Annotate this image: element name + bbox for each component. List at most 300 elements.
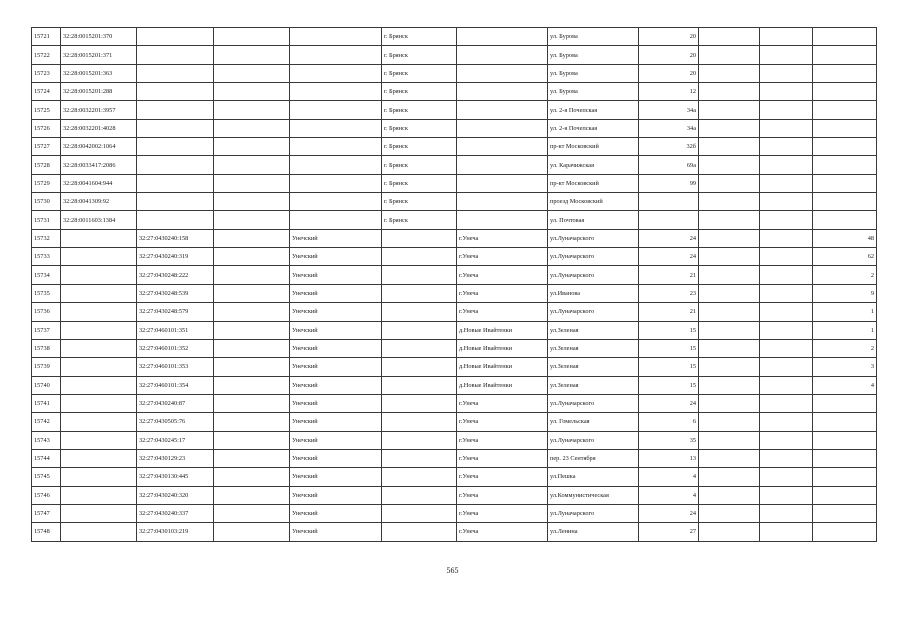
cell-cadastral-number-unecha: 32:27:0460101:354: [137, 376, 214, 394]
cell-settlement: г.Унеча: [457, 486, 548, 504]
cell-record-number: 15730: [32, 193, 61, 211]
cell-house-number: 32б: [639, 138, 699, 156]
cell-cell-empty-10: [760, 193, 813, 211]
table-row: [32, 449, 877, 467]
cell-cell-empty-10: [760, 248, 813, 266]
cell-record-number: 15739: [32, 358, 61, 376]
cell-house-number: 20: [639, 64, 699, 82]
cell-record-number: 15733: [32, 248, 61, 266]
cell-settlement: г.Унеча: [457, 229, 548, 247]
cell-apartment-number: [813, 83, 877, 101]
cell-settlement: г.Унеча: [457, 468, 548, 486]
cell-cadastral-number-brynsk: [61, 284, 137, 302]
cell-settlement: г.Унеча: [457, 394, 548, 412]
cell-cadastral-number-unecha: [137, 138, 214, 156]
cell-district: [290, 83, 382, 101]
cell-cadastral-number-unecha: [137, 211, 214, 229]
cell-record-number: 15741: [32, 394, 61, 412]
cell-cadastral-number-brynsk: [61, 449, 137, 467]
cell-city-brynsk: [382, 449, 457, 467]
cell-cell-empty-3: [214, 339, 290, 357]
cell-cadastral-number-brynsk: [61, 376, 137, 394]
cell-cell-empty-9: [699, 64, 760, 82]
cell-settlement: д.Новые Ивайтенки: [457, 358, 548, 376]
cell-cadastral-number-unecha: 32:27:0430103:219: [137, 523, 214, 541]
cell-city-brynsk: [382, 266, 457, 284]
cell-settlement: [457, 211, 548, 229]
cell-settlement: г.Унеча: [457, 284, 548, 302]
cell-settlement: [457, 119, 548, 137]
cell-cell-empty-9: [699, 174, 760, 192]
page-number: 565: [446, 566, 459, 575]
cell-cell-empty-3: [214, 248, 290, 266]
cell-cell-empty-3: [214, 358, 290, 376]
cell-cell-empty-9: [699, 211, 760, 229]
cell-house-number: 24: [639, 229, 699, 247]
cell-record-number: 15746: [32, 486, 61, 504]
cell-cell-empty-9: [699, 101, 760, 119]
cell-cell-empty-9: [699, 468, 760, 486]
cell-record-number: 15744: [32, 449, 61, 467]
table-row: [32, 394, 877, 412]
cell-cadastral-number-unecha: [137, 28, 214, 46]
cell-cell-empty-10: [760, 28, 813, 46]
cell-house-number: 4: [639, 468, 699, 486]
cell-record-number: 15745: [32, 468, 61, 486]
cell-apartment-number: [813, 28, 877, 46]
cell-apartment-number: 2: [813, 339, 877, 357]
cell-cadastral-number-unecha: [137, 174, 214, 192]
cell-cadastral-number-brynsk: [61, 394, 137, 412]
cell-cadastral-number-unecha: [137, 119, 214, 137]
cell-city-brynsk: [382, 303, 457, 321]
cell-settlement: [457, 138, 548, 156]
cell-cadastral-number-brynsk: [61, 339, 137, 357]
cell-street: ул. 2-я Почепская: [548, 101, 639, 119]
cell-cadastral-number-unecha: 32:27:0430248:579: [137, 303, 214, 321]
cell-settlement: [457, 46, 548, 64]
cell-street: ул.Луначарского: [548, 248, 639, 266]
cell-settlement: [457, 83, 548, 101]
cell-city-brynsk: [382, 229, 457, 247]
cell-cadastral-number-brynsk: [61, 248, 137, 266]
cell-street: пер. 23 Сентября: [548, 449, 639, 467]
cell-cadastral-number-brynsk: 32:28:0032201:3957: [61, 101, 137, 119]
cell-city-brynsk: г. Брянск: [382, 101, 457, 119]
table-row: [32, 376, 877, 394]
cell-record-number: 15731: [32, 211, 61, 229]
cell-cell-empty-9: [699, 28, 760, 46]
cell-cell-empty-10: [760, 468, 813, 486]
table-row: [32, 28, 877, 46]
cell-cadastral-number-brynsk: 32:28:0015201:363: [61, 64, 137, 82]
cell-district: Унечский: [290, 431, 382, 449]
cell-cell-empty-10: [760, 46, 813, 64]
cell-street: ул.Коммунистическая: [548, 486, 639, 504]
cell-district: Унечский: [290, 376, 382, 394]
cell-cell-empty-10: [760, 101, 813, 119]
cell-apartment-number: [813, 468, 877, 486]
cell-district: [290, 156, 382, 174]
cell-apartment-number: [813, 46, 877, 64]
cell-cadastral-number-unecha: [137, 156, 214, 174]
cell-cell-empty-3: [214, 193, 290, 211]
table-row: [32, 486, 877, 504]
cell-house-number: 13: [639, 449, 699, 467]
table-row: [32, 266, 877, 284]
cell-apartment-number: [813, 211, 877, 229]
cell-cell-empty-10: [760, 156, 813, 174]
table-row: [32, 64, 877, 82]
cell-house-number: 35: [639, 431, 699, 449]
cell-cadastral-number-brynsk: 32:28:0015201:370: [61, 28, 137, 46]
cell-district: [290, 28, 382, 46]
cell-cadastral-number-unecha: 32:27:0430248:539: [137, 284, 214, 302]
cell-house-number: 15: [639, 321, 699, 339]
cell-apartment-number: [813, 101, 877, 119]
cell-district: Унечский: [290, 229, 382, 247]
cell-cell-empty-9: [699, 504, 760, 522]
cell-apartment-number: 48: [813, 229, 877, 247]
cell-apartment-number: [813, 431, 877, 449]
cell-apartment-number: [813, 138, 877, 156]
cell-district: Унечский: [290, 284, 382, 302]
table-row: [32, 504, 877, 522]
cell-street: пр-кт Московский: [548, 138, 639, 156]
cell-cell-empty-9: [699, 431, 760, 449]
cell-cell-empty-9: [699, 394, 760, 412]
table-row: [32, 119, 877, 137]
cell-house-number: 12: [639, 83, 699, 101]
cell-city-brynsk: г. Брянск: [382, 28, 457, 46]
cell-cadastral-number-brynsk: 32:28:0015201:288: [61, 83, 137, 101]
cell-cell-empty-10: [760, 486, 813, 504]
cell-cadastral-number-brynsk: [61, 431, 137, 449]
table-row: [32, 46, 877, 64]
cell-record-number: 15734: [32, 266, 61, 284]
cell-cell-empty-10: [760, 394, 813, 412]
cell-record-number: 15742: [32, 413, 61, 431]
cell-cell-empty-10: [760, 339, 813, 357]
cell-settlement: г.Унеча: [457, 504, 548, 522]
cell-cell-empty-3: [214, 229, 290, 247]
cell-house-number: 24: [639, 248, 699, 266]
cell-cadastral-number-unecha: 32:27:0460101:352: [137, 339, 214, 357]
cell-cell-empty-3: [214, 64, 290, 82]
cell-cell-empty-9: [699, 303, 760, 321]
cell-cell-empty-3: [214, 101, 290, 119]
cell-street: ул.Иванова: [548, 284, 639, 302]
cell-district: [290, 211, 382, 229]
cell-city-brynsk: [382, 394, 457, 412]
cell-cell-empty-9: [699, 358, 760, 376]
cell-street: ул.Зеленая: [548, 376, 639, 394]
cell-district: Унечский: [290, 358, 382, 376]
cell-cadastral-number-unecha: [137, 46, 214, 64]
table-row: [32, 156, 877, 174]
cell-apartment-number: [813, 119, 877, 137]
cell-cell-empty-10: [760, 523, 813, 541]
cell-city-brynsk: [382, 284, 457, 302]
cell-district: Унечский: [290, 303, 382, 321]
cell-cadastral-number-brynsk: [61, 303, 137, 321]
cell-city-brynsk: [382, 504, 457, 522]
cell-cell-empty-3: [214, 431, 290, 449]
cell-street: ул. Бурова: [548, 83, 639, 101]
table-row: [32, 211, 877, 229]
cell-cell-empty-3: [214, 303, 290, 321]
cell-cadastral-number-unecha: [137, 101, 214, 119]
cell-house-number: 4: [639, 486, 699, 504]
cell-city-brynsk: [382, 321, 457, 339]
cell-district: [290, 101, 382, 119]
cell-house-number: 15: [639, 358, 699, 376]
cell-cell-empty-9: [699, 523, 760, 541]
cell-house-number: 20: [639, 28, 699, 46]
cell-cadastral-number-brynsk: [61, 229, 137, 247]
cell-cell-empty-9: [699, 138, 760, 156]
cell-street: ул. Гомельская: [548, 413, 639, 431]
cell-cadastral-number-unecha: 32:27:0430245:17: [137, 431, 214, 449]
cell-city-brynsk: [382, 339, 457, 357]
table-row: [32, 229, 877, 247]
cell-cell-empty-9: [699, 229, 760, 247]
cell-cell-empty-9: [699, 284, 760, 302]
cell-apartment-number: 4: [813, 376, 877, 394]
cell-house-number: 99: [639, 174, 699, 192]
cell-cell-empty-10: [760, 266, 813, 284]
cell-district: Унечский: [290, 504, 382, 522]
cell-settlement: г.Унеча: [457, 303, 548, 321]
cell-cadastral-number-brynsk: [61, 504, 137, 522]
cell-apartment-number: [813, 193, 877, 211]
cell-record-number: 15726: [32, 119, 61, 137]
cell-cadastral-number-brynsk: 32:28:0041309:92: [61, 193, 137, 211]
cell-street: ул. Бурова: [548, 64, 639, 82]
cell-house-number: 20: [639, 46, 699, 64]
cell-cadastral-number-brynsk: 32:28:0015201:371: [61, 46, 137, 64]
cell-apartment-number: [813, 394, 877, 412]
cell-cell-empty-9: [699, 156, 760, 174]
cell-cadastral-number-unecha: [137, 193, 214, 211]
cell-settlement: [457, 64, 548, 82]
cell-record-number: 15722: [32, 46, 61, 64]
cell-apartment-number: [813, 156, 877, 174]
cell-cadastral-number-unecha: 32:27:0430240:337: [137, 504, 214, 522]
cell-record-number: 15748: [32, 523, 61, 541]
cell-cell-empty-3: [214, 156, 290, 174]
cell-street: ул.Луначарского: [548, 394, 639, 412]
cell-city-brynsk: г. Брянск: [382, 193, 457, 211]
cell-cell-empty-3: [214, 138, 290, 156]
cell-cell-empty-3: [214, 174, 290, 192]
cell-house-number: 27: [639, 523, 699, 541]
cell-house-number: 23: [639, 284, 699, 302]
cell-district: Унечский: [290, 248, 382, 266]
cell-settlement: г.Унеча: [457, 413, 548, 431]
table-row: [32, 468, 877, 486]
cell-cell-empty-10: [760, 376, 813, 394]
cell-apartment-number: 1: [813, 303, 877, 321]
cell-street: ул.Луначарского: [548, 303, 639, 321]
cell-street: ул.Луначарского: [548, 504, 639, 522]
cell-record-number: 15736: [32, 303, 61, 321]
cell-street: пр-кт Московский: [548, 174, 639, 192]
cell-district: [290, 138, 382, 156]
cell-cadastral-number-brynsk: 32:28:0011603:1384: [61, 211, 137, 229]
cell-record-number: 15724: [32, 83, 61, 101]
cell-record-number: 15743: [32, 431, 61, 449]
cell-cell-empty-10: [760, 449, 813, 467]
cell-house-number: 34а: [639, 119, 699, 137]
cell-district: [290, 64, 382, 82]
cell-record-number: 15729: [32, 174, 61, 192]
cell-cell-empty-3: [214, 413, 290, 431]
cell-district: [290, 46, 382, 64]
cell-cadastral-number-unecha: 32:27:0430240:158: [137, 229, 214, 247]
cell-cell-empty-9: [699, 339, 760, 357]
cell-apartment-number: 9: [813, 284, 877, 302]
cell-cell-empty-3: [214, 394, 290, 412]
cell-street: ул.Луначарского: [548, 431, 639, 449]
cell-street: проезд Московский: [548, 193, 639, 211]
cell-cell-empty-9: [699, 46, 760, 64]
cell-settlement: [457, 193, 548, 211]
cell-apartment-number: [813, 413, 877, 431]
cell-cell-empty-9: [699, 413, 760, 431]
cell-house-number: 15: [639, 339, 699, 357]
cell-cadastral-number-unecha: 32:27:0430505:76: [137, 413, 214, 431]
cell-record-number: 15723: [32, 64, 61, 82]
cell-cell-empty-3: [214, 523, 290, 541]
cell-cadastral-number-unecha: 32:27:0430240:319: [137, 248, 214, 266]
cell-cell-empty-9: [699, 248, 760, 266]
cell-cell-empty-3: [214, 486, 290, 504]
cell-cell-empty-3: [214, 449, 290, 467]
cell-record-number: 15738: [32, 339, 61, 357]
cell-street: ул.Ленина: [548, 523, 639, 541]
cell-street: ул. 2-я Почепская: [548, 119, 639, 137]
table-row: [32, 413, 877, 431]
cell-house-number: 15: [639, 376, 699, 394]
table-row: [32, 284, 877, 302]
cell-cell-empty-9: [699, 376, 760, 394]
cell-cell-empty-10: [760, 83, 813, 101]
cell-house-number: 6: [639, 413, 699, 431]
cell-city-brynsk: [382, 248, 457, 266]
cell-settlement: [457, 28, 548, 46]
cell-record-number: 15740: [32, 376, 61, 394]
cell-cadastral-number-unecha: 32:27:0430129:23: [137, 449, 214, 467]
cell-street: ул. Бурова: [548, 46, 639, 64]
cell-cell-empty-9: [699, 321, 760, 339]
cell-cell-empty-10: [760, 431, 813, 449]
cell-cell-empty-3: [214, 284, 290, 302]
cell-street: ул.Луначарского: [548, 266, 639, 284]
cell-street: ул. Карачижская: [548, 156, 639, 174]
cell-cadastral-number-brynsk: [61, 321, 137, 339]
cell-cadastral-number-brynsk: 32:28:0032201:4028: [61, 119, 137, 137]
cell-cell-empty-3: [214, 266, 290, 284]
cell-street: ул.Зеленая: [548, 321, 639, 339]
table-row: [32, 138, 877, 156]
table-row: [32, 321, 877, 339]
cell-city-brynsk: [382, 431, 457, 449]
cell-district: Унечский: [290, 486, 382, 504]
cell-cadastral-number-unecha: 32:27:0430240:320: [137, 486, 214, 504]
table-row: [32, 303, 877, 321]
cell-cell-empty-10: [760, 119, 813, 137]
cell-city-brynsk: [382, 358, 457, 376]
table-row: [32, 431, 877, 449]
cell-city-brynsk: г. Брянск: [382, 156, 457, 174]
cell-cadastral-number-brynsk: [61, 486, 137, 504]
cell-cell-empty-3: [214, 376, 290, 394]
cell-apartment-number: 1: [813, 321, 877, 339]
cell-district: [290, 193, 382, 211]
cell-settlement: г.Унеча: [457, 248, 548, 266]
table-row: [32, 358, 877, 376]
cell-city-brynsk: г. Брянск: [382, 83, 457, 101]
cell-city-brynsk: [382, 413, 457, 431]
cell-city-brynsk: [382, 523, 457, 541]
cell-apartment-number: 2: [813, 266, 877, 284]
table-row: [32, 174, 877, 192]
cell-cadastral-number-brynsk: 32:28:0042002:1064: [61, 138, 137, 156]
cell-cell-empty-10: [760, 413, 813, 431]
cell-district: Унечский: [290, 468, 382, 486]
cell-settlement: г.Унеча: [457, 266, 548, 284]
cell-district: Унечский: [290, 321, 382, 339]
cell-settlement: г.Унеча: [457, 523, 548, 541]
cell-record-number: 15737: [32, 321, 61, 339]
cell-cell-empty-10: [760, 174, 813, 192]
cell-cell-empty-10: [760, 138, 813, 156]
registry-table: [31, 27, 877, 542]
cell-apartment-number: [813, 449, 877, 467]
cell-street: ул.Зеленая: [548, 358, 639, 376]
cell-city-brynsk: г. Брянск: [382, 211, 457, 229]
cell-settlement: г.Унеча: [457, 431, 548, 449]
cell-apartment-number: [813, 504, 877, 522]
cell-apartment-number: [813, 486, 877, 504]
table-row: [32, 248, 877, 266]
cell-settlement: [457, 174, 548, 192]
cell-house-number: 34а: [639, 101, 699, 119]
cell-settlement: [457, 101, 548, 119]
cell-cadastral-number-brynsk: [61, 266, 137, 284]
cell-cell-empty-10: [760, 211, 813, 229]
cell-record-number: 15735: [32, 284, 61, 302]
cell-settlement: д.Новые Ивайтенки: [457, 339, 548, 357]
cell-apartment-number: [813, 174, 877, 192]
cell-house-number: [639, 211, 699, 229]
cell-record-number: 15727: [32, 138, 61, 156]
cell-cell-empty-10: [760, 358, 813, 376]
cell-record-number: 15721: [32, 28, 61, 46]
cell-cadastral-number-unecha: 32:27:0460101:353: [137, 358, 214, 376]
cell-district: Унечский: [290, 413, 382, 431]
cell-district: Унечский: [290, 394, 382, 412]
cell-record-number: 15728: [32, 156, 61, 174]
cell-cadastral-number-brynsk: [61, 523, 137, 541]
cell-apartment-number: [813, 64, 877, 82]
cell-district: [290, 119, 382, 137]
cell-settlement: [457, 156, 548, 174]
cell-street: ул.Зеленая: [548, 339, 639, 357]
cell-cadastral-number-unecha: 32:27:0430130:445: [137, 468, 214, 486]
cell-street: ул.Луначарского: [548, 229, 639, 247]
